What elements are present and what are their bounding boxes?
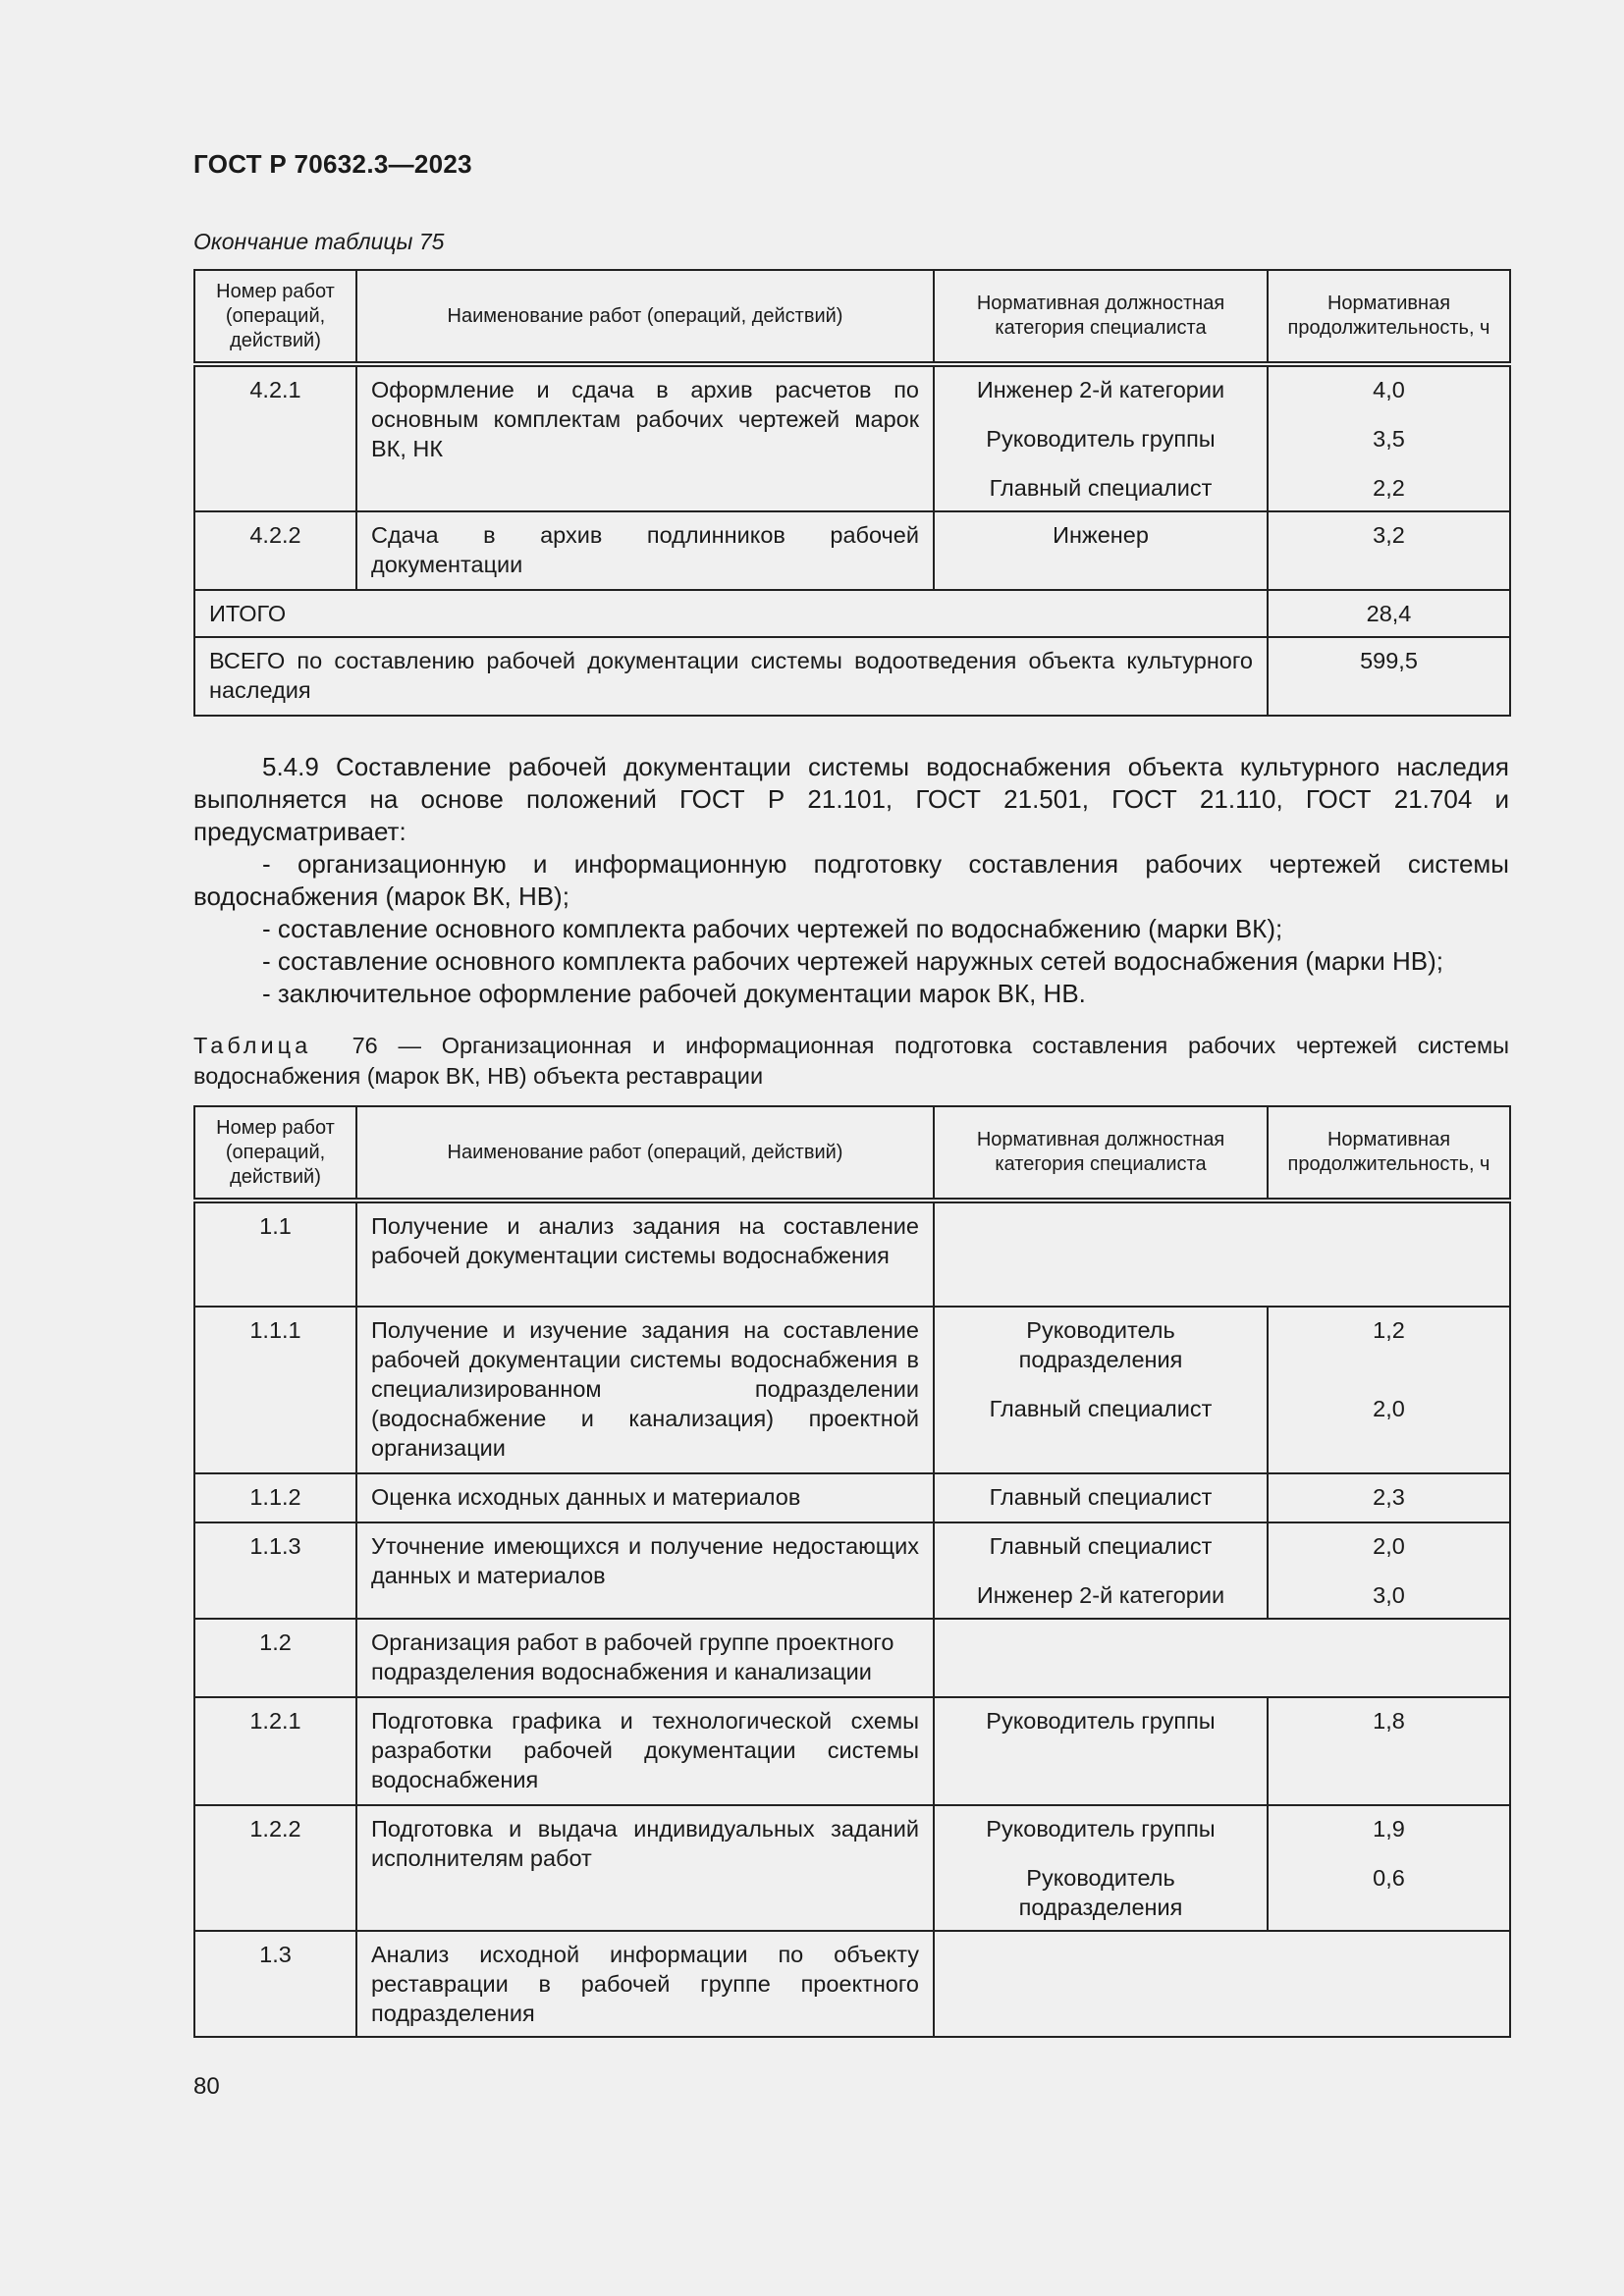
- role: Инженер 2-й категории: [976, 377, 1225, 402]
- total-label: ИТОГО: [194, 590, 1268, 637]
- row-category: [934, 1522, 1268, 1619]
- row-name: Получение и изучение задания на составление рабочей документации системы водоснабжения в специализированном подразделении (водоснабжение и канализация) проектной организации: [356, 1307, 934, 1473]
- row-number: 4.2.1: [194, 364, 356, 511]
- table-75: [193, 269, 1511, 717]
- section-list-item: - составление основного комплекта рабочих чертежей по водоснабжению (марки ВК);: [262, 914, 1283, 943]
- hours: 2,0: [1373, 1396, 1405, 1421]
- table-76: [193, 1105, 1511, 2038]
- document-header: ГОСТ Р 70632.3—2023: [193, 149, 472, 179]
- row-number: 1.2.1: [194, 1697, 356, 1805]
- row-name: Подготовка графика и технологической схемы разработки рабочей документации системы водоснабжения: [356, 1697, 934, 1805]
- table-header-row: [194, 270, 1510, 364]
- role: Руководитель подразделения: [1018, 1865, 1183, 1920]
- hours: 3,5: [1373, 426, 1405, 452]
- column-header-name: Наименование работ (операций, действий): [356, 1106, 934, 1201]
- role: Главный специалист: [989, 475, 1213, 501]
- table76-caption: [193, 1031, 1509, 1092]
- row-category: Главный специалист: [934, 1473, 1268, 1522]
- row-category: [934, 1805, 1268, 1931]
- row-category: Инженер: [934, 511, 1268, 590]
- row-empty: [934, 1201, 1510, 1307]
- table-row: [194, 1931, 1510, 2037]
- row-number: 1.3: [194, 1931, 356, 2037]
- row-number: 1.2: [194, 1619, 356, 1697]
- row-duration: 1,8: [1268, 1697, 1510, 1805]
- column-header-category: Нормативная должностная категория специалиста: [934, 270, 1268, 364]
- row-duration: [1268, 1805, 1510, 1931]
- column-header-number: Номер работ (операций, действий): [194, 270, 356, 364]
- row-name: Получение и анализ задания на составление рабочей документации системы водоснабжения: [356, 1201, 934, 1307]
- row-name: Организация работ в рабочей группе проектного подразделения водоснабжения и канализации: [356, 1619, 934, 1697]
- page-number: 80: [193, 2073, 220, 2100]
- table-row: [194, 1473, 1510, 1522]
- role: Руководитель группы: [986, 426, 1216, 452]
- row-number: 4.2.2: [194, 511, 356, 590]
- section-list-item: - заключительное оформление рабочей документации марок ВК, НВ.: [262, 979, 1086, 1008]
- row-duration: [1268, 364, 1510, 511]
- total-value: 28,4: [1268, 590, 1510, 637]
- row-number: 1.1.1: [194, 1307, 356, 1473]
- row-category: [934, 364, 1268, 511]
- role: Главный специалист: [989, 1396, 1213, 1421]
- table-row: [194, 511, 1510, 590]
- column-header-category: Нормативная должностная категория специалиста: [934, 1106, 1268, 1201]
- table-header-row: [194, 1106, 1510, 1201]
- row-name: Оценка исходных данных и материалов: [356, 1473, 934, 1522]
- table-row: [194, 1697, 1510, 1805]
- row-name: Сдача в архив подлинников рабочей документации: [356, 511, 934, 590]
- row-number: 1.1: [194, 1201, 356, 1307]
- section-list-item: - составление основного комплекта рабочих чертежей наружных сетей водоснабжения (марки НВ);: [262, 946, 1444, 976]
- role: Руководитель подразделения: [1018, 1317, 1183, 1372]
- hours: 2,0: [1373, 1533, 1405, 1559]
- hours: 1,2: [1373, 1317, 1405, 1343]
- row-name: Анализ исходной информации по объекту реставрации в рабочей группе проектного подразделения: [356, 1931, 934, 2037]
- grand-total-value: 599,5: [1268, 637, 1510, 716]
- row-number: 1.1.2: [194, 1473, 356, 1522]
- section-intro: 5.4.9 Составление рабочей документации системы водоснабжения объекта культурного наследия выполняется на основе положений ГОСТ Р 21.101, ГОСТ 21.501, ГОСТ 21.110, ГОСТ 21.704 и предусматривает:: [193, 752, 1509, 846]
- table-row: [194, 1307, 1510, 1473]
- role: Главный специалист: [989, 1533, 1213, 1559]
- hours: 2,2: [1373, 475, 1405, 501]
- row-duration: [1268, 1307, 1510, 1473]
- table75-continuation-caption: Окончание таблицы 75: [193, 229, 445, 254]
- total-row: [194, 590, 1510, 637]
- row-number: 1.1.3: [194, 1522, 356, 1619]
- hours: 0,6: [1373, 1865, 1405, 1891]
- row-name: Уточнение имеющихся и получение недостающих данных и материалов: [356, 1522, 934, 1619]
- table-caption-text: 76 — Организационная и информационная подготовка составления рабочих чертежей системы водоснабжения (марок ВК, НВ) объекта реставрации: [193, 1033, 1509, 1089]
- hours: 4,0: [1373, 377, 1405, 402]
- table-row: [194, 1619, 1510, 1697]
- row-number: 1.2.2: [194, 1805, 356, 1931]
- grand-total-row: [194, 637, 1510, 716]
- section-text: [193, 751, 1509, 1010]
- column-header-number: Номер работ (операций, действий): [194, 1106, 356, 1201]
- role: Руководитель группы: [986, 1816, 1216, 1842]
- row-duration: 2,3: [1268, 1473, 1510, 1522]
- row-duration: 3,2: [1268, 511, 1510, 590]
- table-row: [194, 1522, 1510, 1619]
- hours: 3,0: [1373, 1582, 1405, 1608]
- hours: 1,9: [1373, 1816, 1405, 1842]
- role: Инженер 2-й категории: [976, 1582, 1225, 1608]
- row-name: Подготовка и выдача индивидуальных заданий исполнителям работ: [356, 1805, 934, 1931]
- table-row: [194, 1805, 1510, 1931]
- grand-total-label: ВСЕГО по составлению рабочей документации системы водоотведения объекта культурного наследия: [194, 637, 1268, 716]
- column-header-duration: Нормативная продолжительность, ч: [1268, 1106, 1510, 1201]
- row-name: Оформление и сдача в архив расчетов по основным комплектам рабочих чертежей марок ВК, НК: [356, 364, 934, 511]
- table-row: [194, 1201, 1510, 1307]
- row-category: [934, 1307, 1268, 1473]
- row-empty: [934, 1619, 1510, 1697]
- table-label: Таблица: [193, 1033, 312, 1058]
- row-category: Руководитель группы: [934, 1697, 1268, 1805]
- row-duration: [1268, 1522, 1510, 1619]
- column-header-name: Наименование работ (операций, действий): [356, 270, 934, 364]
- section-list-item: - организационную и информационную подготовку составления рабочих чертежей системы водоснабжения (марок ВК, НВ);: [193, 849, 1509, 911]
- column-header-duration: Нормативная продолжительность, ч: [1268, 270, 1510, 364]
- row-empty: [934, 1931, 1510, 2037]
- table-row: [194, 364, 1510, 511]
